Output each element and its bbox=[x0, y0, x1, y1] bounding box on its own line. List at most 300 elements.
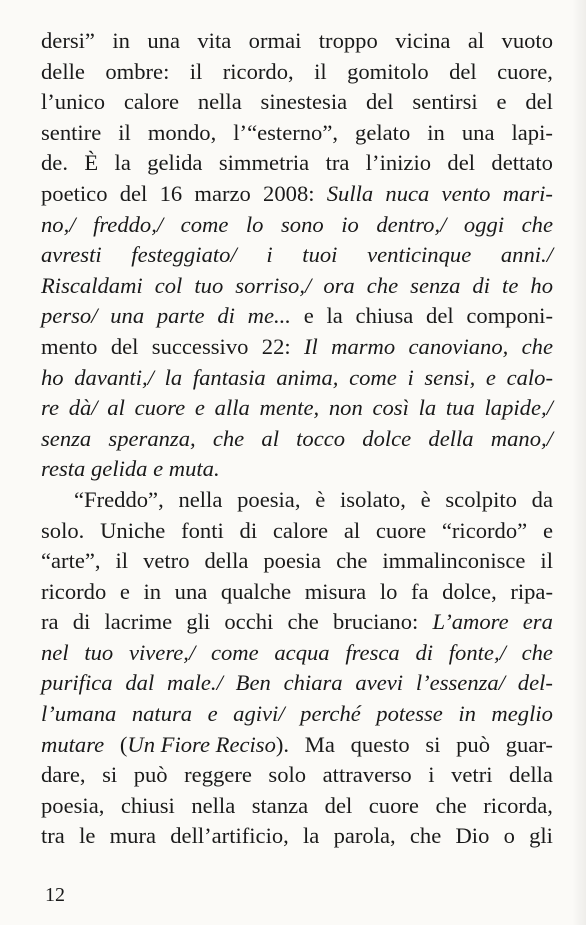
word bbox=[148, 118, 216, 149]
word bbox=[442, 577, 497, 608]
word bbox=[347, 57, 429, 88]
roman-text: chiusi bbox=[120, 792, 175, 818]
text-line bbox=[41, 485, 553, 516]
roman-text: della bbox=[204, 548, 249, 574]
word bbox=[284, 668, 343, 699]
roman-text: calore bbox=[272, 517, 329, 543]
word bbox=[204, 546, 248, 577]
roman-text: il bbox=[540, 548, 553, 574]
word bbox=[41, 271, 143, 302]
word bbox=[178, 485, 222, 516]
italic-text: al bbox=[261, 425, 279, 451]
word bbox=[428, 760, 434, 791]
roman-text: isolato, bbox=[339, 486, 406, 512]
roman-text: Dio bbox=[455, 823, 490, 849]
word bbox=[425, 730, 440, 761]
roman-text: sinestesia bbox=[260, 89, 348, 115]
roman-text: in bbox=[427, 119, 445, 145]
word bbox=[184, 760, 252, 791]
word bbox=[274, 638, 329, 669]
roman-text: poesia, bbox=[237, 486, 301, 512]
word bbox=[233, 118, 338, 149]
word bbox=[472, 271, 490, 302]
word bbox=[233, 699, 284, 730]
italic-text: re bbox=[41, 395, 59, 421]
word bbox=[529, 821, 553, 852]
word bbox=[367, 240, 471, 271]
text-line bbox=[41, 210, 553, 241]
word bbox=[110, 301, 144, 332]
word bbox=[221, 577, 291, 608]
italic-text: e bbox=[194, 395, 205, 421]
italic-text: sono bbox=[280, 211, 324, 237]
roman-text: e bbox=[119, 578, 130, 604]
word bbox=[305, 577, 367, 608]
word bbox=[236, 668, 271, 699]
word bbox=[304, 332, 318, 363]
italic-text: avevi bbox=[355, 670, 404, 696]
word bbox=[540, 546, 553, 577]
roman-text: vita bbox=[197, 28, 232, 53]
italic-text: perso/ bbox=[41, 303, 98, 329]
italic-text: della bbox=[428, 425, 474, 451]
italic-text: e bbox=[207, 701, 218, 727]
roman-text: e bbox=[542, 517, 553, 543]
roman-text: del bbox=[447, 150, 476, 176]
word bbox=[235, 271, 311, 302]
italic-text: nel bbox=[41, 639, 69, 665]
roman-text: è bbox=[420, 486, 431, 512]
word bbox=[376, 699, 443, 730]
italic-text: mutare bbox=[41, 731, 105, 757]
word bbox=[112, 26, 130, 57]
italic-text: nuca bbox=[385, 180, 430, 206]
roman-text: reggere bbox=[184, 762, 252, 788]
roman-text: dolce, bbox=[442, 578, 497, 604]
roman-text: che bbox=[336, 548, 368, 574]
roman-text: nella bbox=[178, 486, 223, 512]
italic-text: resta gelida e muta. bbox=[41, 456, 220, 482]
italic-text: dal bbox=[125, 670, 155, 696]
roman-text: e bbox=[496, 89, 507, 115]
word bbox=[287, 607, 318, 638]
italic-text: me... bbox=[247, 303, 291, 329]
roman-text: fonti bbox=[181, 517, 224, 543]
roman-text: una bbox=[461, 119, 495, 145]
roman-text: parola, bbox=[333, 823, 396, 849]
word bbox=[410, 821, 441, 852]
roman-text: ripa- bbox=[510, 578, 553, 604]
text-line bbox=[41, 668, 553, 699]
roman-text: questo bbox=[350, 731, 410, 757]
word bbox=[442, 179, 491, 210]
italic-text: al bbox=[107, 395, 125, 421]
roman-text: componi- bbox=[466, 303, 553, 329]
word bbox=[160, 179, 183, 210]
word bbox=[491, 699, 553, 730]
italic-text: fantasia bbox=[192, 364, 266, 390]
word bbox=[41, 607, 59, 638]
page-number: 12 bbox=[45, 884, 65, 906]
roman-text: del bbox=[365, 89, 394, 115]
roman-text: scolpito bbox=[445, 486, 517, 512]
text-line bbox=[41, 516, 553, 547]
word bbox=[93, 210, 163, 241]
text-line bbox=[41, 363, 553, 394]
word bbox=[223, 57, 294, 88]
word bbox=[208, 699, 218, 730]
word bbox=[497, 57, 553, 88]
word bbox=[41, 730, 104, 761]
word bbox=[41, 210, 76, 241]
word bbox=[349, 363, 397, 394]
roman-text: da bbox=[531, 486, 553, 512]
roman-text: può bbox=[133, 762, 168, 788]
word bbox=[263, 546, 321, 577]
roman-text: vuoto bbox=[501, 28, 553, 53]
word bbox=[190, 57, 203, 88]
word bbox=[41, 332, 97, 363]
word bbox=[449, 57, 477, 88]
roman-text: o bbox=[503, 823, 515, 849]
italic-text: mano,/ bbox=[490, 425, 553, 451]
roman-text: del bbox=[525, 89, 553, 115]
roman-text: ricordo bbox=[41, 578, 107, 604]
word bbox=[501, 240, 553, 271]
word bbox=[213, 424, 244, 455]
word bbox=[523, 607, 553, 638]
word bbox=[344, 516, 360, 547]
roman-text: troppo bbox=[318, 28, 378, 53]
word bbox=[41, 456, 220, 481]
italic-text: che bbox=[521, 639, 553, 665]
roman-text: ormai bbox=[248, 28, 302, 53]
word bbox=[421, 485, 431, 516]
word bbox=[366, 87, 394, 118]
word bbox=[108, 424, 195, 455]
word bbox=[543, 516, 553, 547]
italic-text: calo- bbox=[506, 364, 553, 390]
word bbox=[74, 363, 154, 394]
word bbox=[485, 393, 553, 424]
roman-text: lo bbox=[379, 578, 398, 604]
word bbox=[41, 240, 102, 271]
roman-text: i bbox=[428, 762, 435, 788]
word bbox=[41, 577, 106, 608]
word bbox=[131, 240, 236, 271]
roman-text: 22: bbox=[261, 333, 291, 359]
word bbox=[84, 638, 113, 669]
roman-text: ombre: bbox=[105, 58, 170, 84]
roman-text: attraverso bbox=[322, 762, 412, 788]
italic-text: natura bbox=[131, 701, 193, 727]
text-line bbox=[41, 577, 553, 608]
roman-text: occhi bbox=[224, 609, 274, 635]
text-line bbox=[41, 730, 553, 761]
text-line bbox=[41, 821, 553, 852]
text-line bbox=[41, 148, 553, 179]
text-line bbox=[41, 301, 553, 332]
italic-text: dolce bbox=[362, 425, 412, 451]
word bbox=[217, 301, 235, 332]
word bbox=[263, 179, 314, 210]
word bbox=[132, 699, 192, 730]
text-line bbox=[41, 760, 553, 791]
italic-text: potesse bbox=[376, 701, 443, 727]
roman-text: può bbox=[456, 731, 490, 757]
word bbox=[152, 332, 249, 363]
italic-text: di bbox=[415, 639, 434, 665]
roman-text: Uniche bbox=[100, 517, 166, 543]
word bbox=[372, 393, 408, 424]
word bbox=[175, 577, 208, 608]
italic-text: venticinque bbox=[367, 242, 472, 268]
word bbox=[41, 699, 116, 730]
roman-text: il bbox=[118, 119, 131, 145]
word bbox=[331, 332, 395, 363]
italic-text: sorriso,/ bbox=[235, 272, 312, 298]
roman-text: in bbox=[112, 28, 130, 53]
word bbox=[41, 87, 105, 118]
italic-text: di bbox=[217, 303, 235, 329]
italic-text: la bbox=[164, 364, 183, 390]
text-line bbox=[41, 179, 553, 210]
roman-text: ( bbox=[119, 731, 128, 757]
roman-text: solo. bbox=[41, 517, 85, 543]
word bbox=[522, 210, 553, 241]
word bbox=[496, 87, 506, 118]
word bbox=[462, 118, 495, 149]
word bbox=[415, 638, 433, 669]
word bbox=[249, 26, 302, 57]
italic-text: come bbox=[210, 639, 259, 665]
text-line bbox=[41, 271, 553, 302]
word bbox=[483, 791, 553, 822]
roman-text: 2008: bbox=[263, 180, 315, 206]
italic-text: era bbox=[522, 609, 553, 635]
italic-text: Un Fiore Reciso bbox=[127, 731, 276, 757]
word bbox=[41, 118, 101, 149]
word bbox=[407, 363, 413, 394]
word bbox=[456, 730, 490, 761]
italic-text: una bbox=[110, 303, 145, 329]
italic-text: freddo,/ bbox=[93, 211, 164, 237]
word bbox=[111, 332, 139, 363]
word bbox=[211, 638, 259, 669]
word bbox=[170, 821, 289, 852]
italic-text: alla bbox=[214, 395, 250, 421]
word bbox=[445, 485, 517, 516]
word bbox=[181, 516, 224, 547]
word bbox=[273, 516, 328, 547]
italic-text: avresti bbox=[41, 242, 102, 268]
italic-text: e bbox=[485, 364, 496, 390]
roman-text: del bbox=[426, 303, 454, 329]
word bbox=[215, 393, 250, 424]
word bbox=[74, 485, 164, 516]
word bbox=[41, 760, 86, 791]
word bbox=[246, 210, 264, 241]
word bbox=[428, 424, 473, 455]
roman-text: ricordo, bbox=[222, 58, 294, 84]
word bbox=[382, 546, 525, 577]
page-edge-shadow bbox=[572, 0, 586, 925]
word bbox=[510, 577, 553, 608]
italic-text: tuo bbox=[84, 639, 114, 665]
text-line bbox=[41, 57, 553, 88]
roman-text: l’unico bbox=[41, 89, 105, 115]
word bbox=[385, 179, 429, 210]
roman-text: del bbox=[110, 333, 139, 359]
italic-text: che bbox=[212, 425, 245, 451]
word bbox=[147, 26, 180, 57]
word bbox=[416, 668, 505, 699]
word bbox=[325, 791, 353, 822]
word bbox=[41, 791, 104, 822]
roman-text: gli bbox=[529, 823, 553, 849]
word bbox=[157, 301, 205, 332]
italic-text: vento bbox=[441, 180, 491, 206]
roman-text: si bbox=[102, 762, 118, 788]
word bbox=[41, 179, 108, 210]
roman-text: delle bbox=[41, 58, 85, 84]
text-line bbox=[41, 638, 553, 669]
word bbox=[193, 363, 266, 394]
italic-text: senza bbox=[41, 425, 92, 451]
word bbox=[281, 210, 324, 241]
word bbox=[143, 577, 161, 608]
roman-text: gelida bbox=[147, 150, 203, 176]
word bbox=[79, 821, 95, 852]
roman-text: gli bbox=[186, 609, 211, 635]
roman-text: dell’artificio, bbox=[170, 823, 289, 849]
roman-text: de. bbox=[41, 150, 68, 176]
word bbox=[426, 301, 454, 332]
italic-text: i bbox=[266, 242, 273, 268]
italic-text: agivi/ bbox=[233, 701, 285, 727]
word bbox=[305, 730, 335, 761]
roman-text: una bbox=[174, 578, 208, 604]
roman-text: immalinconisce bbox=[382, 548, 526, 574]
roman-text: tra bbox=[41, 823, 65, 849]
italic-text: i bbox=[407, 364, 414, 390]
word bbox=[447, 148, 475, 179]
word bbox=[41, 638, 69, 669]
word bbox=[486, 363, 496, 394]
roman-text: lacrime bbox=[104, 609, 173, 635]
word bbox=[134, 760, 168, 791]
word bbox=[411, 577, 429, 608]
word bbox=[155, 271, 183, 302]
word bbox=[248, 301, 291, 332]
word bbox=[464, 210, 504, 241]
italic-text: tocco bbox=[296, 425, 346, 451]
word bbox=[326, 148, 350, 179]
word bbox=[442, 516, 527, 547]
roman-text: vicina bbox=[395, 28, 451, 53]
word bbox=[466, 301, 553, 332]
roman-text: al bbox=[467, 28, 485, 53]
word bbox=[409, 332, 509, 363]
word bbox=[124, 87, 179, 118]
word bbox=[237, 485, 300, 516]
word bbox=[195, 393, 205, 424]
text-line bbox=[41, 240, 553, 271]
italic-text: che bbox=[521, 333, 553, 359]
word bbox=[424, 363, 475, 394]
italic-text: fresca bbox=[345, 639, 400, 665]
word bbox=[419, 393, 437, 424]
word bbox=[506, 730, 553, 761]
word bbox=[261, 424, 279, 455]
word bbox=[219, 148, 309, 179]
italic-text: come bbox=[349, 364, 397, 390]
roman-text: della bbox=[509, 762, 553, 788]
word bbox=[468, 26, 484, 57]
word bbox=[129, 638, 195, 669]
roman-text: lapi- bbox=[511, 119, 553, 145]
italic-text: dà/ bbox=[68, 395, 98, 421]
italic-text: lo bbox=[245, 211, 264, 237]
roman-text: del bbox=[324, 792, 353, 818]
roman-text: che bbox=[435, 792, 467, 818]
word bbox=[333, 607, 418, 638]
italic-text: tuoi bbox=[302, 242, 338, 268]
italic-text: non bbox=[328, 395, 363, 421]
text-line bbox=[41, 26, 553, 57]
italic-text: ora bbox=[323, 272, 355, 298]
word bbox=[116, 546, 129, 577]
italic-text: che bbox=[521, 211, 553, 237]
italic-text: anni./ bbox=[500, 242, 553, 268]
italic-text: mari- bbox=[502, 180, 553, 206]
italic-text: Il bbox=[303, 333, 318, 359]
italic-text: oggi bbox=[463, 211, 505, 237]
italic-text: sensi, bbox=[424, 364, 476, 390]
roman-text: cuore, bbox=[497, 58, 553, 84]
word bbox=[355, 668, 403, 699]
word bbox=[303, 821, 319, 852]
word bbox=[329, 393, 363, 424]
italic-text: no,/ bbox=[41, 211, 76, 237]
roman-text: “Freddo”, bbox=[74, 486, 164, 512]
word bbox=[194, 271, 223, 302]
roman-text: gelato bbox=[355, 119, 411, 145]
roman-text: poesia, bbox=[41, 792, 105, 818]
italic-text: speranza, bbox=[108, 425, 196, 451]
word bbox=[41, 301, 97, 332]
word bbox=[518, 668, 553, 699]
word bbox=[197, 26, 231, 57]
body-text bbox=[41, 26, 553, 852]
word bbox=[435, 791, 466, 822]
roman-text: È bbox=[84, 150, 99, 176]
word bbox=[356, 301, 414, 332]
roman-text: la bbox=[114, 150, 131, 176]
word bbox=[115, 148, 131, 179]
roman-text: è bbox=[315, 486, 326, 512]
word bbox=[105, 57, 169, 88]
roman-text: di bbox=[72, 609, 91, 635]
word bbox=[120, 577, 130, 608]
italic-text: vivere,/ bbox=[128, 639, 196, 665]
italic-text: l’umana bbox=[41, 701, 117, 727]
word bbox=[260, 393, 320, 424]
roman-text: chiusa bbox=[355, 303, 414, 329]
italic-text: tuo bbox=[194, 272, 224, 298]
text-line bbox=[41, 546, 553, 577]
word bbox=[504, 821, 515, 852]
